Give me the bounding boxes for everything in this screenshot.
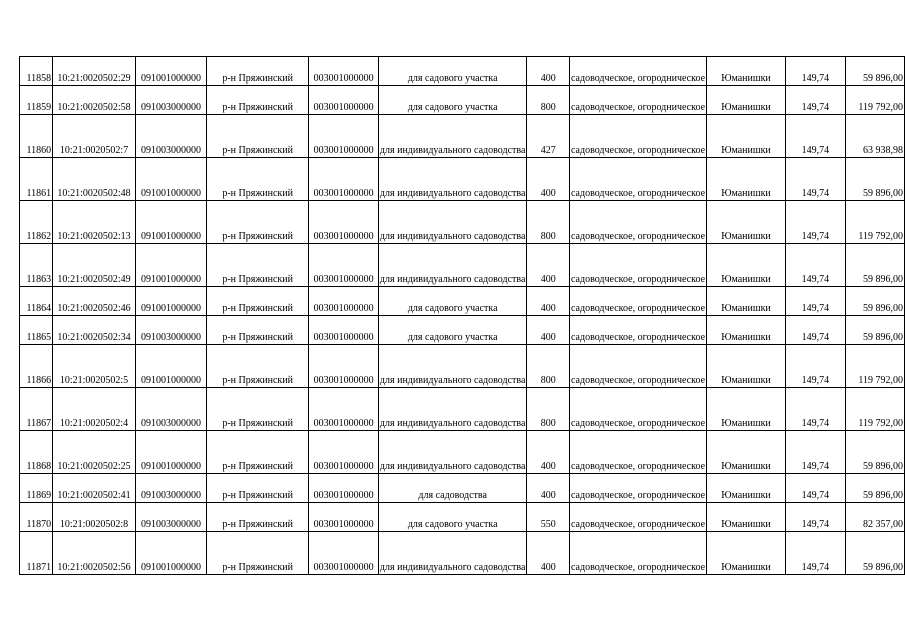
cadastral-value-cell: 63 938,98: [845, 115, 904, 158]
land-category-cell: садоводческое, огородническое: [569, 316, 706, 345]
table-row: [20, 158, 905, 201]
specific-value-cell: 149,74: [785, 287, 845, 316]
permitted-use-cell: для индивидуального садоводства: [378, 115, 527, 158]
cadastral-number-cell: 10:21:0020502:56: [53, 532, 136, 575]
okato-code-cell: 091001000000: [135, 57, 206, 86]
district-cell: р-н Пряжинский: [207, 532, 309, 575]
permitted-use-cell: для садового участка: [378, 503, 527, 532]
land-category-cell: садоводческое, огородническое: [569, 158, 706, 201]
district-cell: р-н Пряжинский: [207, 244, 309, 287]
okato-code-cell: 091003000000: [135, 86, 206, 115]
table-row: [20, 474, 905, 503]
permitted-use-cell: для индивидуального садоводства: [378, 431, 527, 474]
district-cell: р-н Пряжинский: [207, 474, 309, 503]
table-row: [20, 316, 905, 345]
cadastral-value-cell: 119 792,00: [845, 345, 904, 388]
locality-cell: Юманишки: [707, 532, 786, 575]
land-category-cell: садоводческое, огородническое: [569, 388, 706, 431]
cadastral-value-cell: 59 896,00: [845, 532, 904, 575]
cadastral-value-cell: 59 896,00: [845, 158, 904, 201]
specific-value-cell: 149,74: [785, 158, 845, 201]
table-row: [20, 431, 905, 474]
locality-cell: Юманишки: [707, 201, 786, 244]
cadastral-value-cell: 119 792,00: [845, 201, 904, 244]
okato-code-cell: 091001000000: [135, 201, 206, 244]
row-number-cell: 11870: [20, 503, 53, 532]
locality-cell: Юманишки: [707, 57, 786, 86]
land-category-cell: садоводческое, огородническое: [569, 503, 706, 532]
specific-value-cell: 149,74: [785, 115, 845, 158]
okato-code-cell: 091003000000: [135, 115, 206, 158]
locality-cell: Юманишки: [707, 474, 786, 503]
okato-code-cell: 091001000000: [135, 287, 206, 316]
permitted-use-cell: для индивидуального садоводства: [378, 244, 527, 287]
district-cell: р-н Пряжинский: [207, 287, 309, 316]
table-row: [20, 201, 905, 244]
cadastral-number-cell: 10:21:0020502:25: [53, 431, 136, 474]
area-cell: 400: [527, 158, 570, 201]
area-cell: 400: [527, 57, 570, 86]
cadastral-number-cell: 10:21:0020502:41: [53, 474, 136, 503]
oktmo-code-cell: 003001000000: [309, 287, 379, 316]
table-row: [20, 115, 905, 158]
permitted-use-cell: для индивидуального садоводства: [378, 532, 527, 575]
specific-value-cell: 149,74: [785, 57, 845, 86]
area-cell: 800: [527, 388, 570, 431]
locality-cell: Юманишки: [707, 431, 786, 474]
cadastral-number-cell: 10:21:0020502:7: [53, 115, 136, 158]
table-row: [20, 532, 905, 575]
cadastral-value-cell: 59 896,00: [845, 287, 904, 316]
okato-code-cell: 091003000000: [135, 474, 206, 503]
permitted-use-cell: для садового участка: [378, 287, 527, 316]
district-cell: р-н Пряжинский: [207, 201, 309, 244]
okato-code-cell: 091001000000: [135, 158, 206, 201]
row-number-cell: 11867: [20, 388, 53, 431]
cadastral-value-cell: 59 896,00: [845, 474, 904, 503]
row-number-cell: 11858: [20, 57, 53, 86]
permitted-use-cell: для индивидуального садоводства: [378, 158, 527, 201]
cadastral-value-cell: 119 792,00: [845, 388, 904, 431]
specific-value-cell: 149,74: [785, 201, 845, 244]
okato-code-cell: 091001000000: [135, 431, 206, 474]
permitted-use-cell: для садового участка: [378, 316, 527, 345]
table-row: [20, 244, 905, 287]
specific-value-cell: 149,74: [785, 532, 845, 575]
locality-cell: Юманишки: [707, 244, 786, 287]
table-row: [20, 388, 905, 431]
land-category-cell: садоводческое, огородническое: [569, 86, 706, 115]
cadastral-value-cell: 59 896,00: [845, 244, 904, 287]
district-cell: р-н Пряжинский: [207, 86, 309, 115]
area-cell: 800: [527, 86, 570, 115]
cadastral-number-cell: 10:21:0020502:34: [53, 316, 136, 345]
cadastral-value-cell: 119 792,00: [845, 86, 904, 115]
specific-value-cell: 149,74: [785, 86, 845, 115]
area-cell: 400: [527, 244, 570, 287]
permitted-use-cell: для индивидуального садоводства: [378, 388, 527, 431]
locality-cell: Юманишки: [707, 388, 786, 431]
row-number-cell: 11860: [20, 115, 53, 158]
land-category-cell: садоводческое, огородническое: [569, 244, 706, 287]
specific-value-cell: 149,74: [785, 388, 845, 431]
area-cell: 800: [527, 201, 570, 244]
cadastral-number-cell: 10:21:0020502:5: [53, 345, 136, 388]
district-cell: р-н Пряжинский: [207, 115, 309, 158]
okato-code-cell: 091003000000: [135, 503, 206, 532]
locality-cell: Юманишки: [707, 316, 786, 345]
specific-value-cell: 149,74: [785, 316, 845, 345]
specific-value-cell: 149,74: [785, 503, 845, 532]
permitted-use-cell: для индивидуального садоводства: [378, 345, 527, 388]
oktmo-code-cell: 003001000000: [309, 388, 379, 431]
cadastral-number-cell: 10:21:0020502:49: [53, 244, 136, 287]
district-cell: р-н Пряжинский: [207, 345, 309, 388]
cadastral-value-cell: 82 357,00: [845, 503, 904, 532]
area-cell: 400: [527, 316, 570, 345]
cadastral-number-cell: 10:21:0020502:13: [53, 201, 136, 244]
row-number-cell: 11868: [20, 431, 53, 474]
cadastral-value-cell: 59 896,00: [845, 431, 904, 474]
specific-value-cell: 149,74: [785, 474, 845, 503]
cadastral-number-cell: 10:21:0020502:8: [53, 503, 136, 532]
specific-value-cell: 149,74: [785, 244, 845, 287]
cadastral-number-cell: 10:21:0020502:58: [53, 86, 136, 115]
locality-cell: Юманишки: [707, 158, 786, 201]
okato-code-cell: 091001000000: [135, 532, 206, 575]
district-cell: р-н Пряжинский: [207, 503, 309, 532]
locality-cell: Юманишки: [707, 287, 786, 316]
land-category-cell: садоводческое, огородническое: [569, 431, 706, 474]
permitted-use-cell: для садового участка: [378, 86, 527, 115]
district-cell: р-н Пряжинский: [207, 316, 309, 345]
district-cell: р-н Пряжинский: [207, 158, 309, 201]
row-number-cell: 11866: [20, 345, 53, 388]
area-cell: 400: [527, 474, 570, 503]
cadastral-value-cell: 59 896,00: [845, 57, 904, 86]
table-row: [20, 287, 905, 316]
oktmo-code-cell: 003001000000: [309, 158, 379, 201]
oktmo-code-cell: 003001000000: [309, 503, 379, 532]
oktmo-code-cell: 003001000000: [309, 86, 379, 115]
specific-value-cell: 149,74: [785, 345, 845, 388]
permitted-use-cell: для садоводства: [378, 474, 527, 503]
land-category-cell: садоводческое, огородническое: [569, 57, 706, 86]
row-number-cell: 11871: [20, 532, 53, 575]
permitted-use-cell: для индивидуального садоводства: [378, 201, 527, 244]
locality-cell: Юманишки: [707, 503, 786, 532]
table-row: [20, 345, 905, 388]
area-cell: 550: [527, 503, 570, 532]
area-cell: 400: [527, 532, 570, 575]
oktmo-code-cell: 003001000000: [309, 244, 379, 287]
cadastral-value-cell: 59 896,00: [845, 316, 904, 345]
okato-code-cell: 091001000000: [135, 244, 206, 287]
row-number-cell: 11869: [20, 474, 53, 503]
cadastral-number-cell: 10:21:0020502:48: [53, 158, 136, 201]
cadastral-number-cell: 10:21:0020502:4: [53, 388, 136, 431]
table-row: [20, 57, 905, 86]
specific-value-cell: 149,74: [785, 431, 845, 474]
oktmo-code-cell: 003001000000: [309, 474, 379, 503]
area-cell: 400: [527, 287, 570, 316]
cadastral-value-table: [19, 56, 905, 575]
row-number-cell: 11864: [20, 287, 53, 316]
district-cell: р-н Пряжинский: [207, 388, 309, 431]
oktmo-code-cell: 003001000000: [309, 532, 379, 575]
table-row: [20, 503, 905, 532]
district-cell: р-н Пряжинский: [207, 57, 309, 86]
locality-cell: Юманишки: [707, 345, 786, 388]
land-category-cell: садоводческое, огородническое: [569, 115, 706, 158]
row-number-cell: 11861: [20, 158, 53, 201]
area-cell: 400: [527, 431, 570, 474]
row-number-cell: 11862: [20, 201, 53, 244]
row-number-cell: 11863: [20, 244, 53, 287]
oktmo-code-cell: 003001000000: [309, 345, 379, 388]
cadastral-number-cell: 10:21:0020502:29: [53, 57, 136, 86]
row-number-cell: 11859: [20, 86, 53, 115]
locality-cell: Юманишки: [707, 115, 786, 158]
okato-code-cell: 091001000000: [135, 345, 206, 388]
land-category-cell: садоводческое, огородническое: [569, 532, 706, 575]
area-cell: 800: [527, 345, 570, 388]
district-cell: р-н Пряжинский: [207, 431, 309, 474]
cadastral-number-cell: 10:21:0020502:46: [53, 287, 136, 316]
land-category-cell: садоводческое, огородническое: [569, 287, 706, 316]
table-body: [20, 57, 905, 575]
okato-code-cell: 091003000000: [135, 316, 206, 345]
oktmo-code-cell: 003001000000: [309, 316, 379, 345]
permitted-use-cell: для садового участка: [378, 57, 527, 86]
oktmo-code-cell: 003001000000: [309, 201, 379, 244]
land-category-cell: садоводческое, огородническое: [569, 345, 706, 388]
area-cell: 427: [527, 115, 570, 158]
land-category-cell: садоводческое, огородническое: [569, 474, 706, 503]
oktmo-code-cell: 003001000000: [309, 115, 379, 158]
table-row: [20, 86, 905, 115]
okato-code-cell: 091003000000: [135, 388, 206, 431]
row-number-cell: 11865: [20, 316, 53, 345]
oktmo-code-cell: 003001000000: [309, 431, 379, 474]
oktmo-code-cell: 003001000000: [309, 57, 379, 86]
land-category-cell: садоводческое, огородническое: [569, 201, 706, 244]
locality-cell: Юманишки: [707, 86, 786, 115]
